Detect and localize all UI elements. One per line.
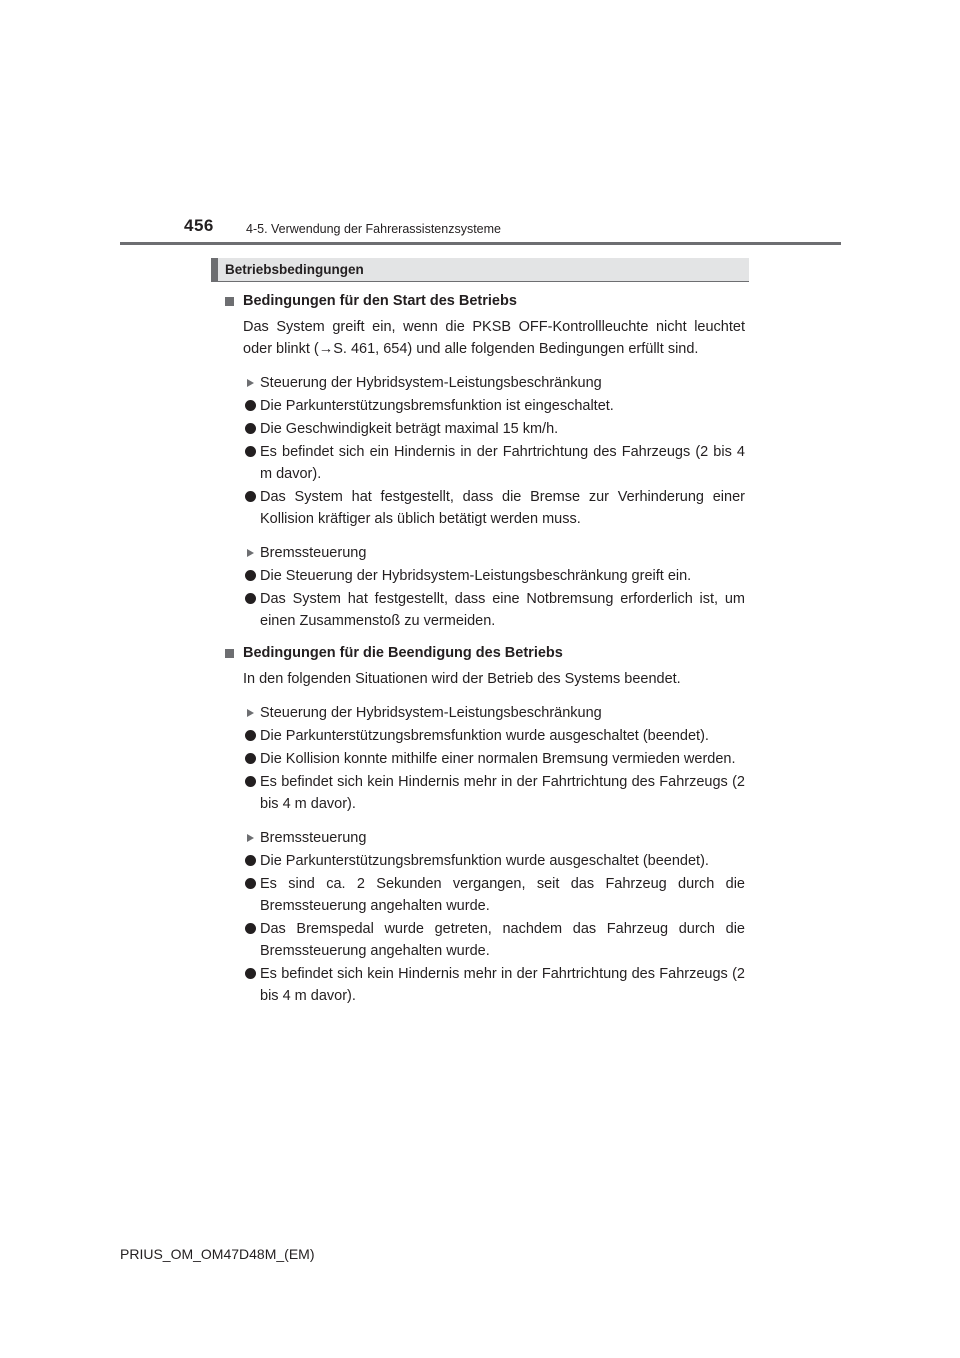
triangle-bullet-icon [247, 834, 254, 842]
square-bullet-icon [225, 297, 234, 306]
header-rule [120, 242, 841, 245]
start-intro: Das System greift ein, wenn die PKSB OFF-Kontrollleuchte nicht leuchtet oder blinkt (→S. 461, 654) und alle folgenden Bedingungen erfüllt sind. [243, 319, 745, 357]
page-header [0, 0, 960, 250]
list-item: Es befindet sich kein Hindernis mehr in der Fahrtrichtung des Fahrzeugs (2 bis 4 m davor). [223, 771, 745, 815]
list-item: Das System hat festgestellt, dass eine Notbremsung erforderlich ist, um einen Zusammenstoß zu vermeiden. [223, 588, 745, 632]
dot-bullet-icon [245, 491, 256, 502]
triangle-bullet-icon [247, 549, 254, 557]
group-label: Bremssteuerung [223, 827, 745, 849]
group-label: Steuerung der Hybridsystem-Leistungsbeschränkung [223, 372, 745, 394]
subheading-start: Bedingungen für den Start des Betriebs [223, 290, 745, 312]
page-content [223, 286, 745, 1007]
list-item: Das System hat festgestellt, dass die Bremse zur Verhinderung einer Kollision kräftiger als üblich betätigt werden muss. [223, 486, 745, 530]
section-title: Betriebsbedingungen [225, 262, 364, 277]
group-label: Bremssteuerung [223, 542, 745, 564]
dot-bullet-icon [245, 968, 256, 979]
group-label: Steuerung der Hybridsystem-Leistungsbeschränkung [223, 702, 745, 724]
triangle-bullet-icon [247, 379, 254, 387]
dot-bullet-icon [245, 423, 256, 434]
list-item: Die Kollision konnte mithilfe einer normalen Bremsung vermieden werden. [223, 748, 745, 770]
list-item: Die Geschwindigkeit beträgt maximal 15 km/h. [223, 418, 745, 440]
list-item: Es sind ca. 2 Sekunden vergangen, seit das Fahrzeug durch die Bremssteuerung angehalten wurde. [223, 873, 745, 917]
triangle-bullet-icon [247, 709, 254, 717]
chapter-title: 4-5. Verwendung der Fahrerassistenzsysteme [246, 222, 501, 236]
list-item: Die Parkunterstützungsbremsfunktion wurde ausgeschaltet (beendet). [223, 850, 745, 872]
dot-bullet-icon [245, 446, 256, 457]
list-item: Das Bremspedal wurde getreten, nachdem das Fahrzeug durch die Bremssteuerung angehalten wurde. [223, 918, 745, 962]
dot-bullet-icon [245, 570, 256, 581]
dot-bullet-icon [245, 730, 256, 741]
dot-bullet-icon [245, 400, 256, 411]
list-item: Die Steuerung der Hybridsystem-Leistungsbeschränkung greift ein. [223, 565, 745, 587]
page-number: 456 [184, 216, 214, 235]
dot-bullet-icon [245, 593, 256, 604]
list-item: Es befindet sich kein Hindernis mehr in der Fahrtrichtung des Fahrzeugs (2 bis 4 m davor). [223, 963, 745, 1007]
list-item: Die Parkunterstützungsbremsfunktion ist eingeschaltet. [223, 395, 745, 417]
dot-bullet-icon [245, 753, 256, 764]
dot-bullet-icon [245, 878, 256, 889]
dot-bullet-icon [245, 855, 256, 866]
dot-bullet-icon [245, 923, 256, 934]
dot-bullet-icon [245, 776, 256, 787]
subheading-end: Bedingungen für die Beendigung des Betriebs [223, 642, 745, 664]
list-item: Die Parkunterstützungsbremsfunktion wurde ausgeschaltet (beendet). [223, 725, 745, 747]
end-intro: In den folgenden Situationen wird der Betrieb des Systems beendet. [243, 671, 681, 687]
section-heading [211, 258, 749, 282]
document-code: PRIUS_OM_OM47D48M_(EM) [120, 1246, 315, 1262]
square-bullet-icon [225, 649, 234, 658]
list-item: Es befindet sich ein Hindernis in der Fahrtrichtung des Fahrzeugs (2 bis 4 m davor). [223, 441, 745, 485]
